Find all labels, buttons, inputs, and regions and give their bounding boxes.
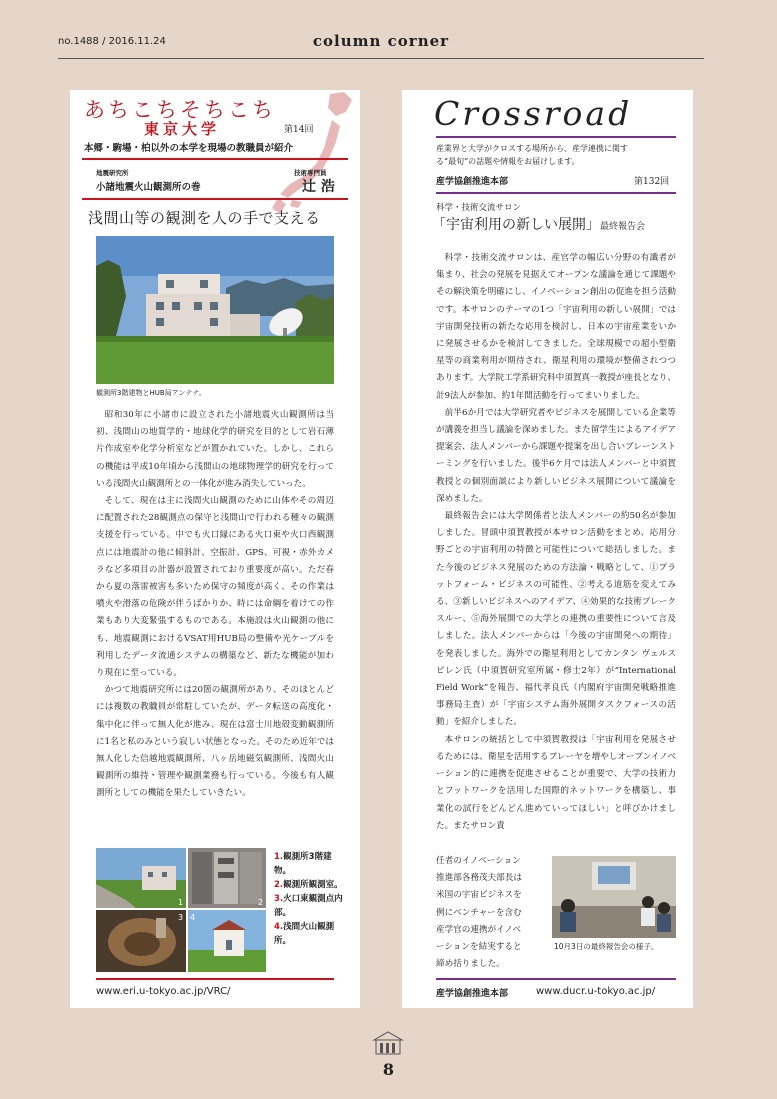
department-name: 小諸地震火山観測所の巻 [96, 182, 201, 193]
text-line: ーションを結実すると [436, 942, 522, 953]
divider [82, 198, 348, 200]
photo-number: 3 [178, 913, 184, 922]
divider [82, 158, 348, 160]
observation-room-photo [188, 848, 266, 908]
article-headline: 浅間山等の観測を人の手で支える [88, 209, 321, 227]
divider [436, 978, 676, 980]
observatory-photo [96, 236, 334, 384]
corner-subtitle: 本郷・駒場・柏以外の本学を現場の教職員が紹介 [84, 143, 294, 154]
article-paragraph: 科学・技術交流サロンは、産官学の幅広い分野の有識者が集まり、社会の発展を見据えてオープンな議論を通じて課題やその解決策を明確にし、イノベーション創出の促進を担う活動です。本サロンのテーマの1つ「宇宙利用の新しい展開」では宇宙開発技術の新たな応用を検討し、日本の宇宙産業をいかに発展させるかを検討してきました。全球規模での超小型衛星等の商業利用が期待され、衛星利用の環境が整備されつつあります。大学院工学系研究科中須賀真一教授が座長となり、計9法人が参加、約1年間活動を行ってまいりました。 [436, 253, 676, 401]
left-column-panel [70, 90, 360, 1008]
university-logo-icon [372, 1028, 404, 1060]
right-column-panel [402, 90, 693, 1008]
article-headline: 「宇宙利用の新しい展開」最終報告会 [432, 217, 646, 233]
section-title: column corner [312, 32, 450, 50]
photo-caption-item: 4.浅間火山観測所。 [274, 922, 335, 946]
crossroad-title: Crossroad [434, 94, 633, 133]
article-body [436, 250, 676, 835]
footer-department: 産学協創推進本部 [436, 989, 509, 999]
website-link[interactable]: www.ducr.u-tokyo.ac.jp/ [536, 986, 656, 997]
page-number: 8 [382, 1060, 395, 1079]
author-name: 辻 浩 [302, 179, 335, 195]
photo-caption: 10月3日の最終報告会の様子。 [554, 942, 659, 951]
article-paragraph: 最終報告会には大学関係者と法人メンバーの約50名が参加しました。冒頭中須賀教授が本サロン活動をまとめ、応用分野ごとの宇宙利用の特徴と可能性について総括しました。また今後のビジネス発展のための方法論・戦略として、①プラットフォーム・ビジネスの可能性、②考える道筋を変えてみる、③新しいビジネスへのアイデア、④効果的な技術ブレークスルー、⑤海外展開での大学との連携の重要性について言及しました。法人メンバーからは「今後の宇宙開発への期待」を発表しました。海外での衛星利用としてカンタン ヴェルスピレン氏（中須賀研究室所属・修士2年）が“International Field Work”を報告、福代孝良氏（内閣府宇宙開発戦略推進事務局主査）が「宇宙システム海外展開タスクフォースの活動」を紹介しました。 [436, 511, 676, 728]
text-line: 米国の宇宙ビジネスを [436, 890, 522, 901]
crater-station-photo [96, 910, 186, 972]
building-photo [96, 848, 186, 908]
issue-info: no.1488 / 2016.11.24 [58, 36, 166, 47]
website-link[interactable]: www.eri.u-tokyo.ac.jp/VRC/ [96, 986, 231, 997]
report-meeting-photo [552, 856, 676, 938]
text-line: 締め括りました。 [436, 959, 505, 970]
narrow-text [436, 853, 548, 973]
department-name: 産学協創推進本部 [436, 177, 509, 187]
corner-title: あちこちそちこち [84, 98, 276, 122]
photo-caption-item: 2.観測所観測室。 [274, 880, 343, 890]
author-role: 技術専門員 [294, 169, 327, 177]
volcano-observatory-photo [188, 910, 266, 972]
text-line: 任者のイノベーション [436, 856, 521, 866]
issue-number: 第14回 [284, 125, 314, 135]
article-paragraph: 本サロンの統括として中須賀教授は「宇宙利用を発展させるためには、衛星を活用するプレーヤを増やしオープンイノベーション的に連携を促進させることが重要で、大学の技術力とフットワークを活用した国際的ネットワークを構築し、事業化の試行をどんどん進めていってほしい」と呼びかけました。またサロン責 [436, 734, 676, 831]
photo-caption-item: 3.火口東観測点内部。 [274, 894, 343, 918]
article-paragraph: 昭和30年に小諸市に設立された小諸地震火山観測所は当初、浅間山の地質学的・地球化学的研究を目的として岩石薄片作成室や化学分析室などが置かれていた。しかし、これらの機能は平成10年頃から浅間山の地球物理学的研究を行っている浅間火山観測所との一体化が進み消失していった。 [96, 410, 334, 489]
photo-captions [274, 850, 348, 948]
issue-number: 第132回 [634, 177, 670, 187]
article-body [96, 407, 334, 803]
photo-caption-item: 1.観測所3階建物。 [274, 852, 332, 876]
photo-number: 2 [258, 898, 264, 907]
divider [436, 192, 676, 194]
article-paragraph: かつて地震研究所には20箇の観測所があり、そのほとんどには複数の教職員が常駐していたが、データ転送の高度化・集中化に伴って無人化が進み、現在は富士川地殻変動観測所に1名と私のみという寂しい状態となった。そのため近年では無人化した信越地震観測所、八ヶ岳地磁気観測所、浅間火山観測所の維持・管理や観測業務も行っている。今後も有人観測所としての機能を果たしていきたい。 [96, 685, 334, 799]
photo-caption: 観測所3階建物とHUB局アンテナ。 [96, 389, 206, 397]
photo-number: 4 [190, 913, 196, 922]
divider [96, 978, 334, 980]
article-paragraph: 前半6か月では大学研究者やビジネスを展開している企業等が講義を担当し議論を深めました。また留学生によるアイデア提案会、法人メンバーから課題や提案を出し合いブレーンストーミングを行いました。後半6ケ月では法人メンバーと中須賀教授との個別面談により新しいビジネス展開について議論を深めました。 [436, 407, 676, 504]
photo-number: 1 [178, 898, 184, 907]
article-kicker: 科学・技術交流サロン [436, 203, 522, 213]
text-line: 産学官の連携がイノベ [436, 924, 522, 935]
university-name: 東京大学 [144, 120, 221, 138]
crossroad-intro: 産業界と大学がクロスする場所から、産学連携に関する“最旬”の話題や情報をお届けします。 [436, 144, 628, 166]
text-line: 例にベンチャーを含む [436, 907, 522, 918]
text-line: 推進部各務茂夫部長は [436, 873, 522, 884]
article-paragraph: そして、現在は主に浅間火山観測のために山体やその周辺に配置された28観測点の保守と浅間山で行われる種々の観測支援を行っている。中でも火口縁にある火口東や火口西観測点には地震計の他に傾斜計、空振計、GPS、可視・赤外カメラなど多項目の計器が設置されており重要度が高い。ただ春から夏の落雷被害も多いため保守の頻度が高く、その作業は噴火や滑落の危険が伴うばかりか、時には命綱を着けての作業もあり大変緊張するものである。本施設は火山観測の他にも、地震観測におけるVSAT用HUB局の整備や光ケーブルを利用したデータ流通システムの構築など、新たな機能が加わり現在に至っている。 [96, 496, 334, 679]
department-small: 地震研究所 [96, 169, 129, 177]
divider [436, 136, 676, 138]
page-header [58, 28, 704, 59]
